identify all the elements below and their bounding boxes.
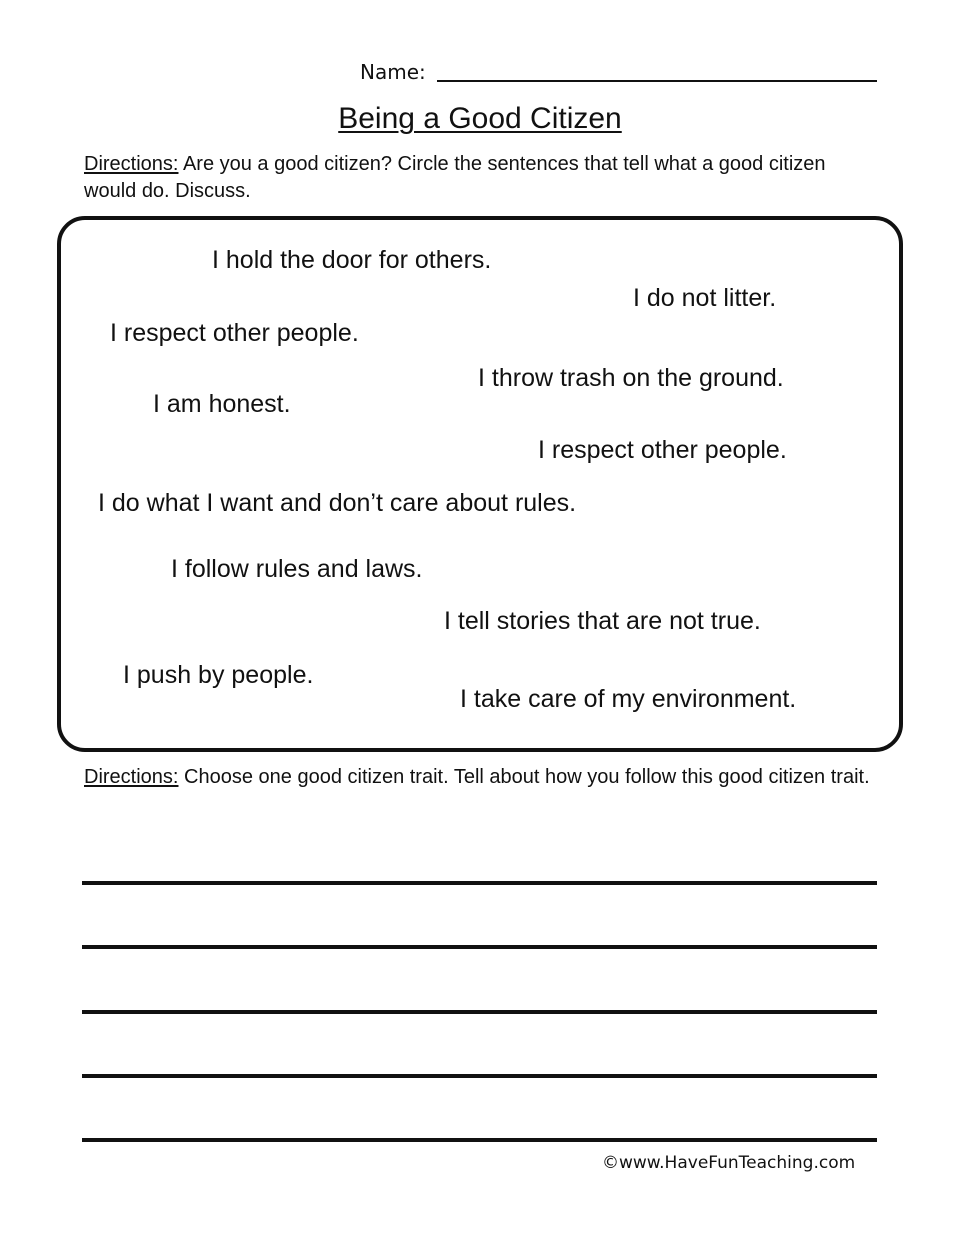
writing-line-3[interactable] [82, 1010, 877, 1014]
sentence-throw-trash[interactable]: I throw trash on the ground. [478, 364, 784, 392]
writing-line-2[interactable] [82, 945, 877, 949]
directions-2 [84, 764, 874, 791]
sentence-not-litter[interactable]: I do not litter. [633, 284, 777, 312]
name-label: Name: [360, 60, 426, 84]
name-row [360, 58, 880, 86]
writing-line-5[interactable] [82, 1138, 877, 1142]
name-blank-line[interactable] [437, 80, 877, 82]
footer-copyright: ©www.HaveFunTeaching.com [602, 1153, 856, 1173]
sentence-respect-people-1[interactable]: I respect other people. [110, 319, 359, 347]
sentence-am-honest[interactable]: I am honest. [153, 390, 291, 418]
writing-line-4[interactable] [82, 1074, 877, 1078]
directions-2-label: Directions: [84, 766, 179, 788]
sentence-follow-rules[interactable]: I follow rules and laws. [171, 555, 423, 583]
sentence-push-by-people[interactable]: I push by people. [123, 661, 314, 689]
sentence-box [57, 216, 903, 752]
page-title: Being a Good Citizen [338, 102, 622, 135]
sentence-tell-stories[interactable]: I tell stories that are not true. [444, 607, 761, 635]
sentence-hold-door[interactable]: I hold the door for others. [212, 246, 492, 274]
directions-1-label: Directions: [84, 153, 179, 175]
sentence-do-what-i-want[interactable]: I do what I want and don’t care about rules. [98, 489, 577, 517]
writing-line-1[interactable] [82, 881, 877, 885]
sentence-respect-people-2[interactable]: I respect other people. [538, 436, 787, 464]
directions-1 [84, 151, 874, 205]
directions-2-text: Choose one good citizen trait. Tell about how you follow this good citizen trait. [178, 766, 870, 788]
directions-1-text: Are you a good citizen? Circle the sentences that tell what a good citizen would do. Discuss. [84, 153, 826, 202]
sentence-care-environment[interactable]: I take care of my environment. [460, 685, 797, 713]
